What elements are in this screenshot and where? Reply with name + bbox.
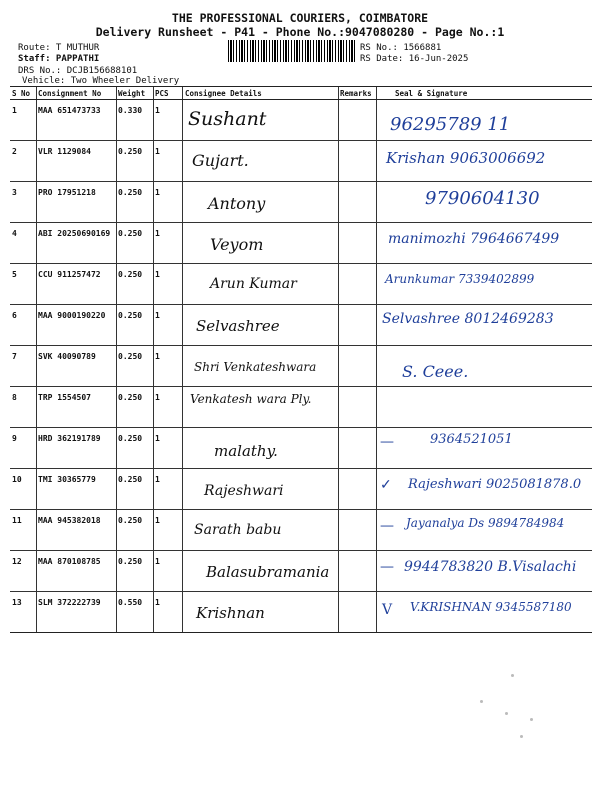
pcs-cell: 1: [155, 106, 160, 115]
consignee-handwriting: Krishnan: [196, 604, 265, 622]
table-row: [10, 223, 592, 264]
vehicle-label: Vehicle: Two Wheeler Delivery: [22, 76, 180, 86]
table-row: [10, 551, 592, 592]
consignee-handwriting: Balasubramania: [206, 563, 330, 581]
tick-mark: ✓: [380, 477, 392, 493]
sno-cell: 6: [12, 311, 17, 320]
table-row: [10, 428, 592, 469]
signature-handwriting: S. Ceee.: [402, 362, 469, 381]
header-sno: S No: [12, 89, 31, 98]
table-row: [10, 141, 592, 182]
sno-cell: 13: [12, 598, 22, 607]
dash-mark: —: [380, 559, 394, 575]
pcs-cell: 1: [155, 516, 160, 525]
consignment-cell: ABI 20250690169: [38, 229, 111, 238]
sno-cell: 2: [12, 147, 17, 156]
consignment-cell: PRO 17951218: [38, 188, 96, 197]
pcs-cell: 1: [155, 393, 160, 402]
signature-handwriting: Jayanalya Ds 9894784984: [406, 516, 565, 530]
pcs-cell: 1: [155, 434, 160, 443]
signature-handwriting: Arunkumar 7339402899: [385, 272, 535, 286]
sno-cell: 10: [12, 475, 22, 484]
consignment-cell: TRP 1554507: [38, 393, 91, 402]
pcs-cell: 1: [155, 188, 160, 197]
pcs-cell: 1: [155, 311, 160, 320]
header-pcs: PCS: [155, 89, 169, 98]
weight-cell: 0.250: [118, 311, 143, 320]
sno-cell: 9: [12, 434, 17, 443]
runsheet-subtitle: Delivery Runsheet - P41 - Phone No.:9047080280 - Page No.:1: [95, 25, 505, 39]
consignment-cell: MAA 870108785: [38, 557, 101, 566]
drs-label: DRS No.: DCJB156688101: [18, 66, 138, 76]
signature-handwriting: 9944783820 B.Visalachi: [404, 559, 577, 575]
table-row: [10, 346, 592, 387]
dash-mark: —: [380, 518, 394, 534]
signature-handwriting: Krishan 9063006692: [386, 149, 546, 167]
pcs-cell: 1: [155, 475, 160, 484]
signature-handwriting: 9790604130: [425, 188, 540, 209]
pcs-cell: 1: [155, 270, 160, 279]
consignee-handwriting: Selvashree: [196, 317, 280, 335]
header-consignment: Consignment No: [38, 89, 102, 98]
weight-cell: 0.250: [118, 229, 143, 238]
consignment-cell: CCU 911257472: [38, 270, 101, 279]
v-mark: V: [382, 602, 393, 618]
consignee-handwriting: Arun Kumar: [210, 276, 297, 292]
consignee-handwriting: Gujart.: [192, 151, 249, 170]
sno-cell: 11: [12, 516, 22, 525]
dash-mark: —: [380, 434, 394, 450]
weight-cell: 0.250: [118, 393, 143, 402]
signature-handwriting: 9364521051: [430, 432, 513, 447]
sno-cell: 8: [12, 393, 17, 402]
company-title: THE PROFESSIONAL COURIERS, COIMBATORE: [171, 11, 429, 25]
sno-cell: 5: [12, 270, 17, 279]
consignment-cell: VLR 1129084: [38, 147, 91, 156]
header-consignee: Consignee Details: [185, 89, 262, 98]
weight-cell: 0.250: [118, 147, 143, 156]
consignment-cell: MAA 945382018: [38, 516, 101, 525]
header-remarks: Remarks: [340, 89, 372, 98]
sno-cell: 3: [12, 188, 17, 197]
consignee-handwriting: Antony: [208, 194, 266, 213]
header-weight: Weight: [118, 89, 146, 98]
weight-cell: 0.250: [118, 516, 143, 525]
consignment-cell: SLM 372222739: [38, 598, 101, 607]
sno-cell: 12: [12, 557, 22, 566]
pcs-cell: 1: [155, 147, 160, 156]
table-row: [10, 182, 592, 223]
consignee-handwriting: Sushant: [188, 108, 267, 130]
consignment-cell: MAA 9000190220: [38, 311, 106, 320]
signature-handwriting: Rajeshwari 9025081878.0: [408, 477, 582, 492]
table-row: [10, 510, 592, 551]
consignee-handwriting: malathy.: [214, 442, 278, 460]
consignee-handwriting: Rajeshwari: [204, 483, 284, 499]
staff-label: Staff: PAPPATHI: [18, 54, 100, 64]
consignee-handwriting: Veyom: [210, 235, 264, 254]
barcode-image: [228, 40, 356, 62]
sno-cell: 7: [12, 352, 17, 361]
weight-cell: 0.250: [118, 188, 143, 197]
route-label: Route: T MUTHUR: [18, 43, 100, 53]
rs-date-label: RS Date: 16-Jun-2025: [360, 54, 469, 64]
table-row: [10, 387, 592, 428]
consignment-cell: SVK 40090789: [38, 352, 96, 361]
delivery-table: [10, 86, 592, 633]
pcs-cell: 1: [155, 557, 160, 566]
weight-cell: 0.330: [118, 106, 143, 115]
pcs-cell: 1: [155, 598, 160, 607]
table-row: [10, 592, 592, 632]
weight-cell: 0.250: [118, 270, 143, 279]
table-row: [10, 100, 592, 141]
weight-cell: 0.250: [118, 557, 143, 566]
pcs-cell: 1: [155, 352, 160, 361]
sno-cell: 1: [12, 106, 17, 115]
consignment-cell: HRD 362191789: [38, 434, 101, 443]
consignee-handwriting: Shri Venkateshwara: [194, 360, 317, 374]
consignee-handwriting: Sarath babu: [194, 522, 282, 538]
weight-cell: 0.550: [118, 598, 143, 607]
consignee-handwriting: Venkatesh wara Ply.: [190, 392, 312, 406]
pcs-cell: 1: [155, 229, 160, 238]
weight-cell: 0.250: [118, 352, 143, 361]
signature-handwriting: 96295789 11: [390, 114, 511, 135]
rs-no-label: RS No.: 1566881: [360, 43, 442, 53]
table-row: [10, 305, 592, 346]
table-row: [10, 469, 592, 510]
table-row: [10, 264, 592, 305]
consignment-cell: MAA 651473733: [38, 106, 101, 115]
signature-handwriting: Selvashree 8012469283: [382, 311, 554, 327]
signature-handwriting: manimozhi 7964667499: [388, 231, 560, 247]
header-signature: Seal & Signature: [395, 89, 468, 98]
consignment-cell: TMI 30365779: [38, 475, 96, 484]
sno-cell: 4: [12, 229, 17, 238]
signature-handwriting: V.KRISHNAN 9345587180: [410, 600, 572, 614]
weight-cell: 0.250: [118, 475, 143, 484]
weight-cell: 0.250: [118, 434, 143, 443]
table-header: [10, 87, 592, 100]
